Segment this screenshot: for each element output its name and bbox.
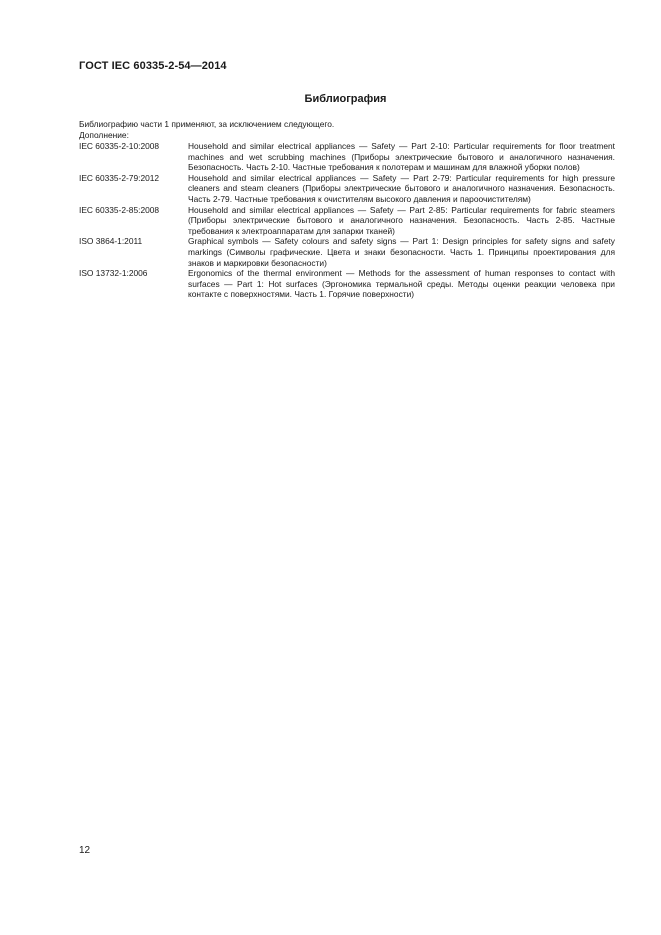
reference-list (79, 141, 615, 300)
bibliography-intro (79, 119, 334, 140)
reference-title: Ergonomics of the thermal environment — Methods for the assessment of human responses to contact with surfaces — Part 1: Hot surfaces (Эргономика термальной среды. Методы оценки реакции человека при контакте с поверхностями. Часть 1. Горячие поверхности) (188, 268, 615, 300)
reference-code: IEC 60335-2-85:2008 (79, 204, 160, 215)
reference-title: Graphical symbols — Safety colours and safety signs — Part 1: Design principles for safety signs and safety markings (Символы графические. Цвета и знаки безопасности. Часть 1. Принципы проектирования для знаков и маркировки безопасности) (188, 236, 615, 268)
reference-item (79, 141, 615, 173)
reference-item (79, 268, 615, 300)
section-title: Библиография (304, 93, 387, 105)
reference-title: Household and similar electrical appliances — Safety — Part 2-85: Particular requirements for fabric steamers (Приборы электрические бытового и аналогичного назначения. Безопасность. Часть 2-85. Частные требования к электроаппаратам для запарки тканей) (188, 204, 615, 236)
reference-item (79, 173, 615, 205)
addition-label: Дополнение: (79, 129, 129, 140)
reference-item (79, 205, 615, 237)
reference-item (79, 236, 615, 268)
intro-text: Библиографию части 1 применяют, за исключением следующего. (79, 119, 335, 129)
reference-code: IEC 60335-2-10:2008 (79, 141, 160, 151)
page-number: 12 (79, 845, 91, 856)
reference-code: ISO 13732-1:2006 (79, 268, 148, 279)
reference-code: IEC 60335-2-79:2012 (79, 172, 160, 183)
reference-code: ISO 3864-1:2011 (79, 236, 143, 247)
document-header: ГОСТ IEC 60335-2-54—2014 (79, 60, 227, 72)
reference-title: Household and similar electrical appliances — Safety — Part 2-79: Particular requirements for high pressure cleaners and steam cleaners (Приборы электрические бытового и аналогичного назначения. Безопасность. Часть 2-79. Частные требования к очистителям высокого давления и пароочистителям) (188, 172, 615, 204)
reference-title: Household and similar electrical appliances — Safety — Part 2-10: Particular requirements for floor treatment machines and wet scrubbing machines (Приборы электрические бытового и аналогичного назначения. Безопасность. Часть 2-10. Частные требования к полотерам и машинам для влажной уборки полов) (188, 141, 615, 173)
